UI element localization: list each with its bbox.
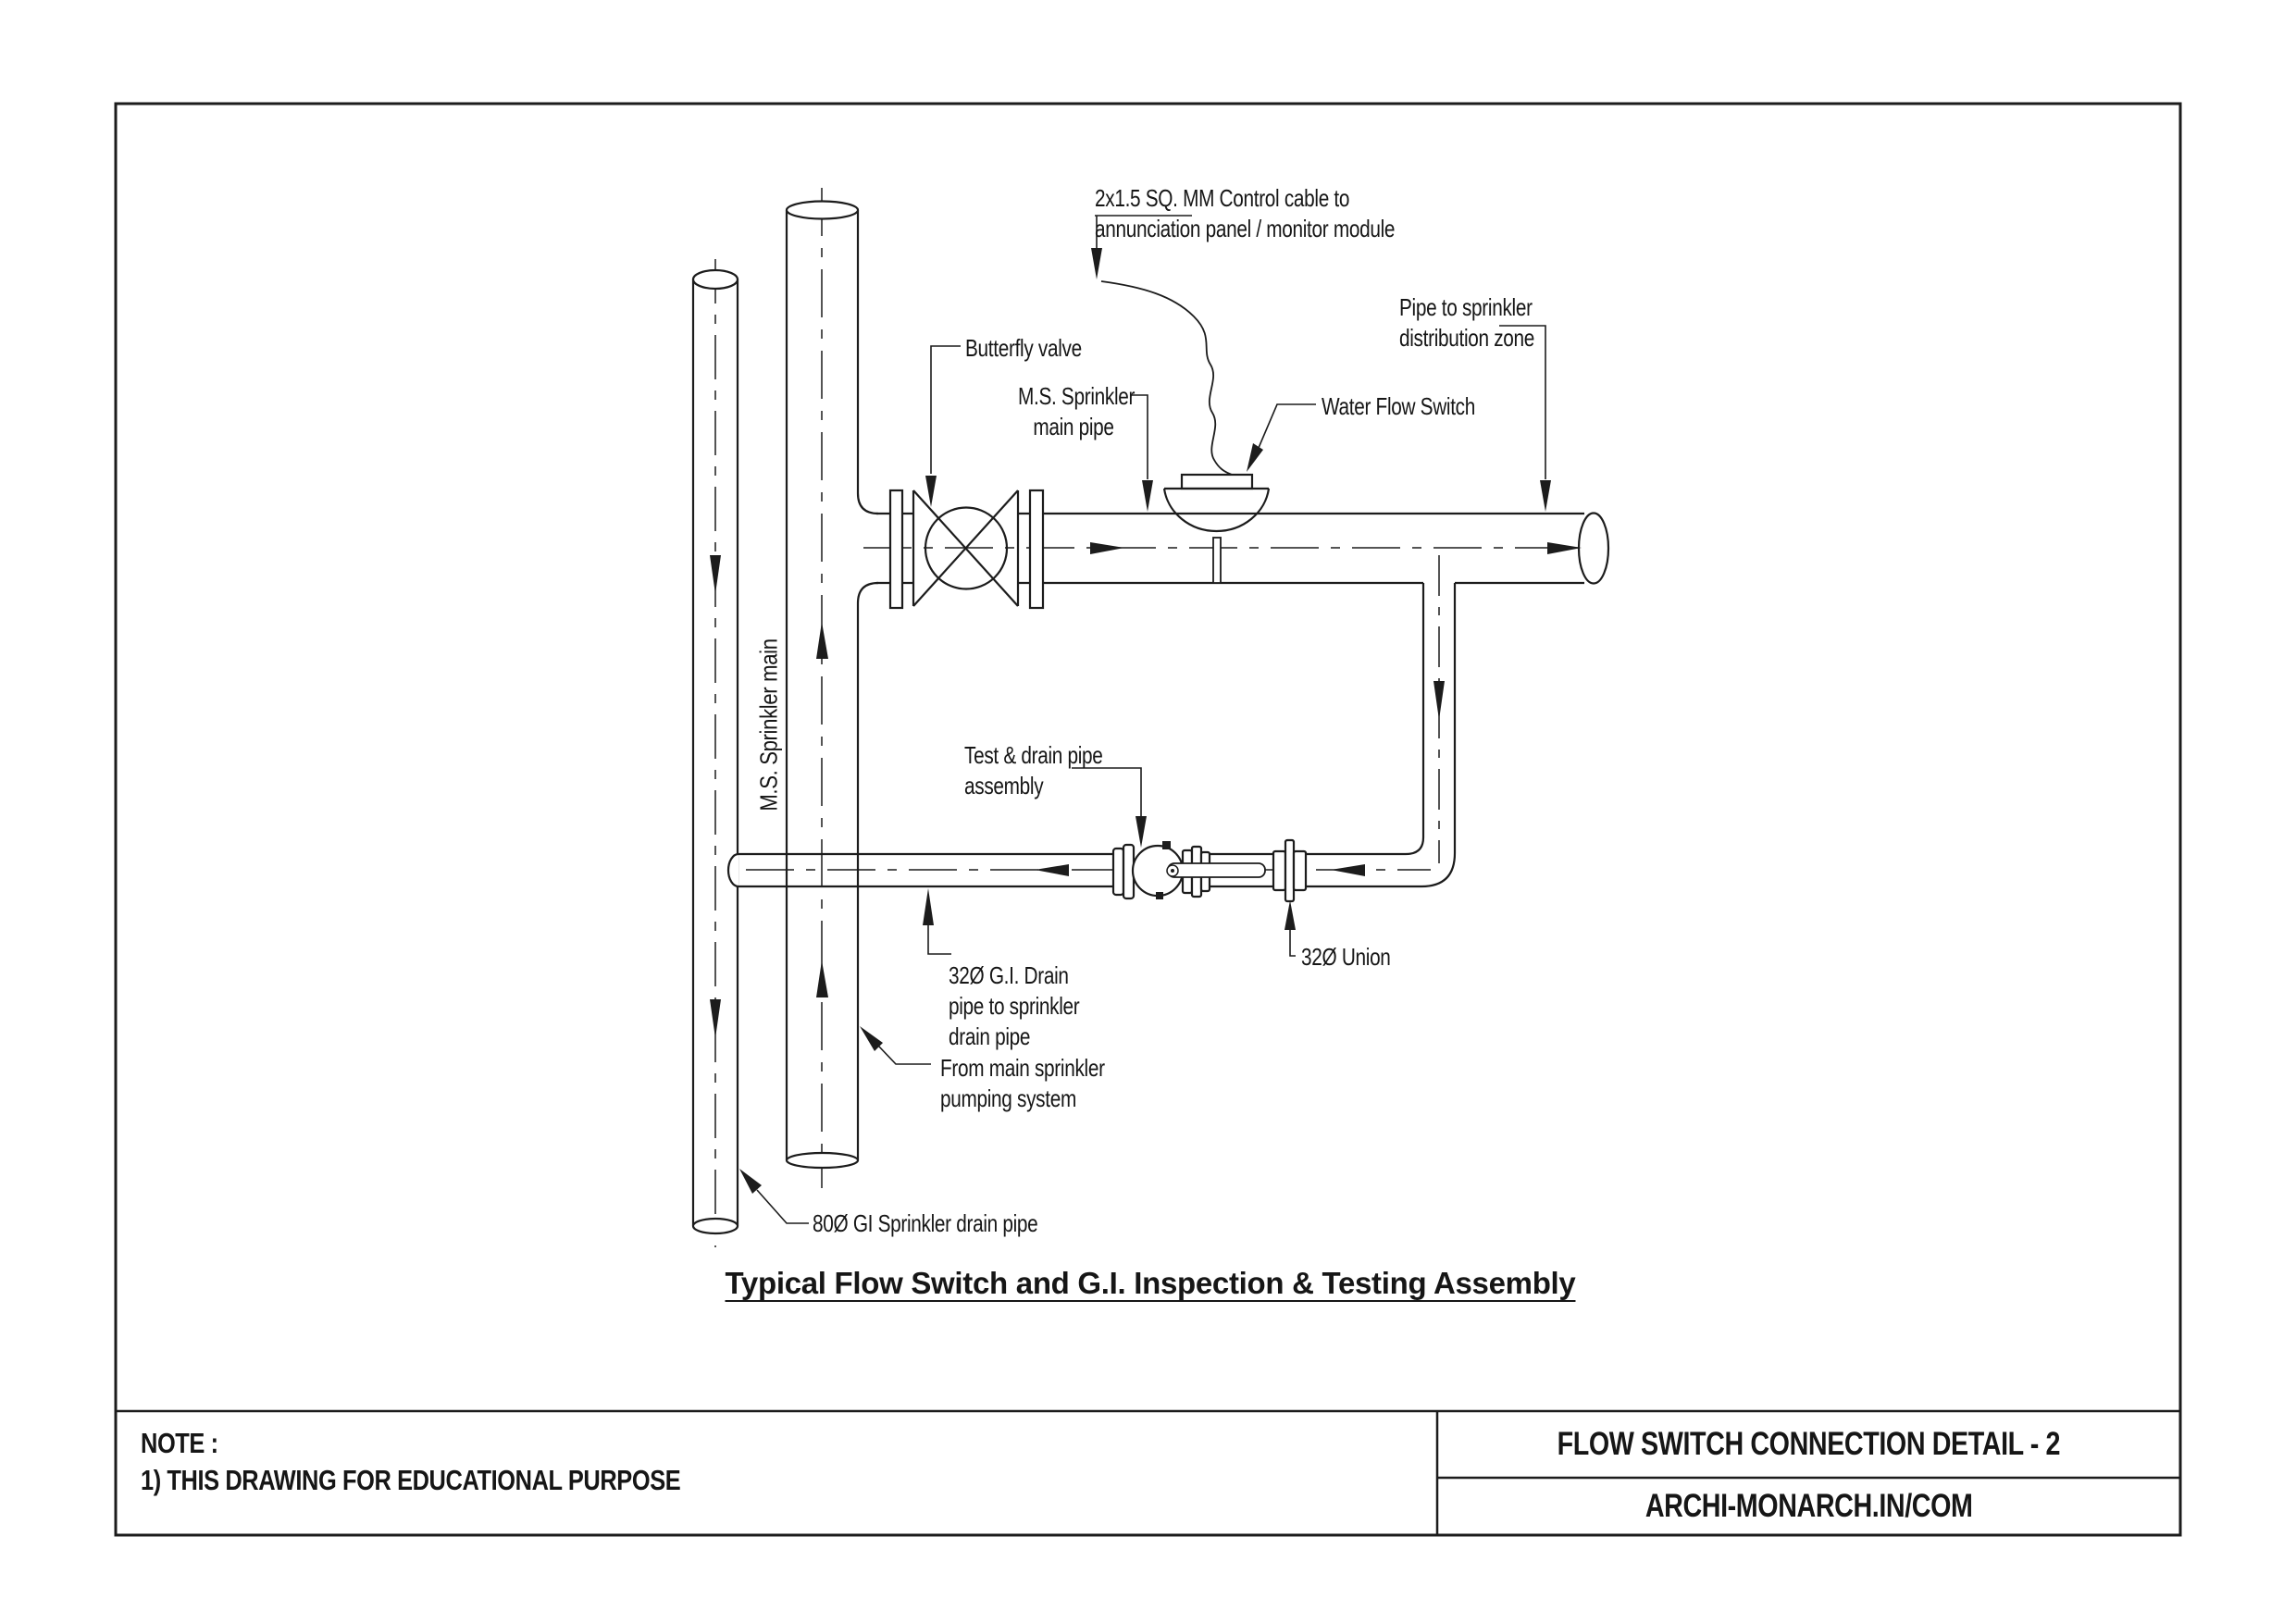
from-main-label <box>940 1053 1105 1114</box>
test-drain-valve-symbol <box>1113 841 1265 899</box>
note-heading: NOTE : <box>141 1427 218 1459</box>
ms-main-pipe-line1: M.S. Sprinkler <box>1018 382 1136 410</box>
test-drain-line2: assembly <box>964 772 1044 799</box>
gi-drain-label <box>949 960 1079 1052</box>
title-block-website <box>1437 1478 2180 1535</box>
butterfly-valve-symbol <box>890 490 1043 608</box>
sprinkler-main-riser <box>787 202 878 1169</box>
gi-drain-line2: pipe to sprinkler <box>949 992 1080 1020</box>
test-drain-label <box>964 740 1103 801</box>
pipe-to-zone-line2: distribution zone <box>1399 324 1535 352</box>
leader-lines <box>754 216 1545 1223</box>
union-label: 32Ø Union <box>1301 943 1391 971</box>
diagram-geometry <box>116 104 2180 1535</box>
gi-drain-line3: drain pipe <box>949 1022 1031 1050</box>
control-cable-line2: annunciation panel / monitor module <box>1095 215 1396 242</box>
sheet-border <box>116 104 2180 1535</box>
title-block-name-text: FLOW SWITCH CONNECTION DETAIL - 2 <box>1557 1426 2061 1462</box>
pipe-to-zone-label <box>1399 292 1534 353</box>
gi-drain-line1: 32Ø G.I. Drain <box>949 961 1069 989</box>
butterfly-valve-label: Butterfly valve <box>965 334 1082 362</box>
title-block-name <box>1437 1411 2180 1478</box>
drain-riser-label: 80Ø GI Sprinkler drain pipe <box>813 1209 1038 1237</box>
ms-main-pipe-label <box>1018 381 1136 442</box>
ms-main-pipe-line2: main pipe <box>1033 413 1114 440</box>
test-drain-line1: Test & drain pipe <box>964 741 1103 769</box>
water-flow-switch-label: Water Flow Switch <box>1322 392 1475 420</box>
control-cable-label <box>1095 183 1395 244</box>
flow-arrows <box>710 542 1582 1038</box>
control-cable-squiggle <box>1101 281 1232 475</box>
drawing-title: Typical Flow Switch and G.I. Inspection & Testing Assembly <box>725 1266 1576 1300</box>
control-cable-line1: 2x1.5 SQ. MM Control cable to <box>1095 184 1350 212</box>
from-main-line1: From main sprinkler <box>940 1054 1105 1082</box>
pipe-to-zone-line1: Pipe to sprinkler <box>1399 293 1533 321</box>
leader-arrowheads <box>739 248 1551 1194</box>
branch-elbow <box>1406 583 1455 886</box>
note-item-1: 1) THIS DRAWING FOR EDUCATIONAL PURPOSE <box>141 1464 681 1496</box>
title-block-website-text: ARCHI-MONARCH.IN/COM <box>1644 1488 1973 1524</box>
ms-sprinkler-main-vertical-label: M.S. Sprinkler main <box>754 638 783 812</box>
water-flow-switch-symbol <box>1164 475 1269 583</box>
union-symbol <box>1273 840 1306 901</box>
from-main-line2: pumping system <box>940 1084 1076 1112</box>
